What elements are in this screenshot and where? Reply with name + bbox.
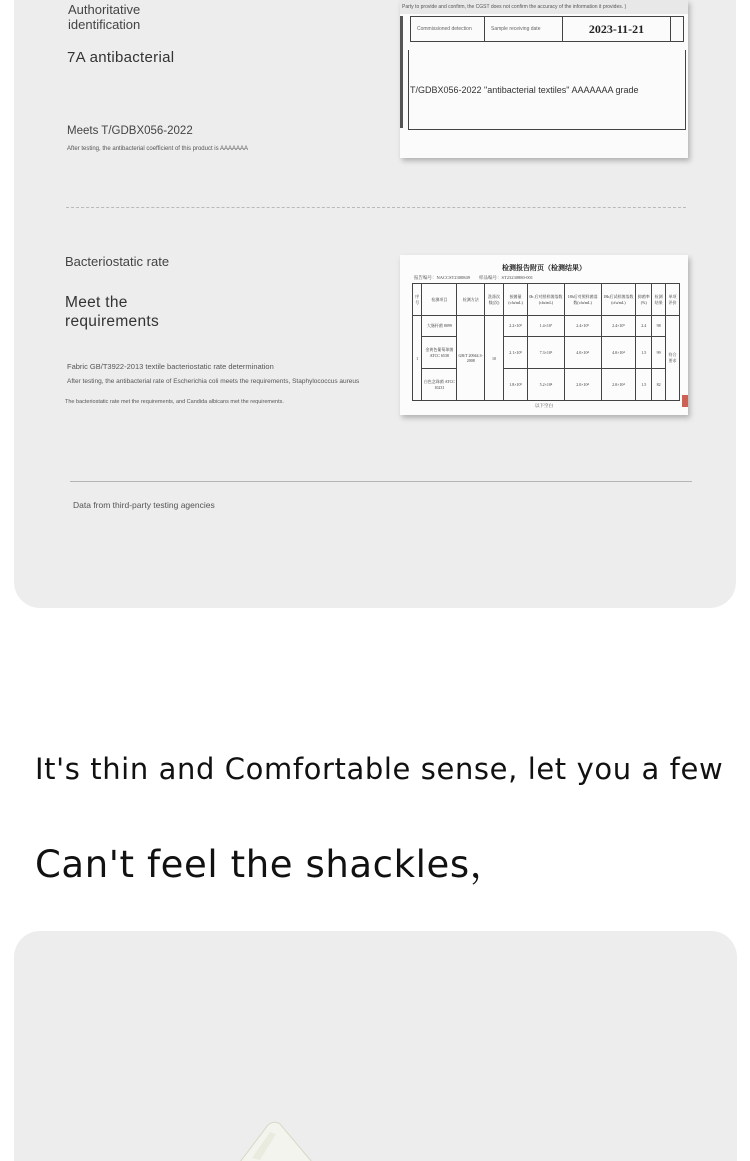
standard-title: Meets T/GDBX056-2022 [67, 125, 193, 137]
certificate-image-2 [400, 255, 688, 415]
red-seal-stamp [682, 395, 688, 407]
authoritative-label: Authoritative identification [68, 2, 141, 33]
cert2-th: 检测方法 [457, 284, 485, 316]
cert2-th: 18h后试样菌落数(cfu/mL) [601, 284, 636, 316]
headline-line-1: It's thin and Comfortable sense, let you a few [35, 752, 724, 786]
cert1-blank-cell [671, 17, 683, 41]
cert2-bacteria: 大肠杆菌 8099 [422, 316, 457, 337]
bacteriostatic-label: Bacteriostatic rate [65, 254, 170, 269]
cert2-cell: 99 [652, 336, 666, 368]
cert2-bacteria: 金黄色葡萄球菌 ATCC 6538 [422, 336, 457, 368]
cert2-cell: 2.0×10⁴ [564, 368, 601, 400]
candida-note: The bacteriostatic rate met the requirements, and Candida albicans met the requirements. [65, 399, 284, 405]
standard-note: After testing, the antibacterial coefficient of this product is AAAAAAA [67, 146, 248, 152]
cert2-th: 18h后对照样菌落数(cfu/mL) [564, 284, 601, 316]
cert2-cell: 1.5 [636, 336, 652, 368]
cert2-th: 抑菌率(%) [636, 284, 652, 316]
cert2-cell: 7.3×10⁶ [528, 336, 564, 368]
cert2-wash: 10 [485, 316, 504, 401]
cert1-edge [400, 16, 403, 128]
antibacterial-label: 7A antibacterial [67, 49, 175, 66]
solid-divider [70, 481, 692, 482]
cert2-cell: 98 [652, 316, 666, 337]
cert2-cell: 1.4×10⁷ [528, 316, 564, 337]
cert2-index: 1 [413, 316, 422, 401]
fabric-note: Fabric GB/T3922-2013 textile bacteriostatic rate determination [67, 362, 274, 371]
cert2-title: 检测报告附页（检测结果） [502, 264, 586, 272]
cert2-cell: 5.2×10⁴ [528, 368, 564, 400]
cert2-th: 单项评价 [666, 284, 680, 316]
cert2-cell: 2.4×10⁵ [564, 316, 601, 337]
cert2-cell: 2.2×10⁵ [503, 316, 527, 337]
cert1-col-commissioned: Commissioned detection [411, 17, 485, 41]
cert2-th: 0h 后对照样菌落数(cfu/mL) [528, 284, 564, 316]
cert2-th: 洗涤次数(次) [485, 284, 504, 316]
cert2-footer: 以下空白 [535, 403, 553, 408]
headline-line-2: Can't feel the shackles， [35, 843, 508, 886]
cert2-meta: 报告编号：NACCST2300849 样品编号：ST23230880-001 [414, 275, 534, 280]
source-note: Data from third-party testing agencies [73, 500, 215, 510]
cert2-cell: 2.4 [636, 316, 652, 337]
cert2-row [413, 316, 680, 337]
cert2-cell: 1.5 [636, 368, 652, 400]
cert1-disclaimer: Party to provide and confirm, the CGST does not confirm the accuracy of the information it provides. ) [400, 0, 688, 14]
cert2-cell: 2.0×10⁴ [601, 368, 636, 400]
cert2-th: 检测项目 [422, 284, 457, 316]
cert1-grade-text: T/GDBX056-2022 "antibacterial textiles" AAAAAAA grade [410, 85, 639, 95]
cert2-row [413, 336, 680, 368]
cert2-verdict: 符合要求 [666, 316, 680, 401]
cert1-header-row [410, 16, 684, 42]
meet-requirements-label: Meet the requirements [65, 294, 160, 330]
cert2-cell: 4.0×10⁴ [601, 336, 636, 368]
product-image [240, 1120, 320, 1161]
cert2-th: 接菌量(cfu/mL) [503, 284, 527, 316]
cert2-row [413, 368, 680, 400]
cert2-cell: 82 [652, 368, 666, 400]
cert2-results-table [412, 283, 680, 401]
cert2-bacteria: 白色念珠菌 ATCC 10231 [422, 368, 457, 400]
cert2-header-row [413, 284, 680, 316]
cert2-cell: 2.4×10⁵ [601, 316, 636, 337]
cert2-th: 检测结果 [652, 284, 666, 316]
cert2-cell: 1.8×10⁵ [503, 368, 527, 400]
ecoli-note: After testing, the antibacterial rate of Escherichia coli meets the requirements, Staphylococcus aureus [67, 378, 360, 385]
certificate-image-1 [400, 0, 688, 158]
cert1-col-receiving: Sample receiving date [485, 17, 563, 41]
dashed-divider [66, 207, 686, 208]
cert2-cell: 4.0×10⁴ [564, 336, 601, 368]
cert1-date: 2023-11-21 [563, 17, 671, 41]
product-card [14, 931, 737, 1161]
cert2-method: GB/T 20944.3-2008 [457, 316, 485, 401]
cert2-cell: 2.1×10⁵ [503, 336, 527, 368]
cert2-th: 序号 [413, 284, 422, 316]
